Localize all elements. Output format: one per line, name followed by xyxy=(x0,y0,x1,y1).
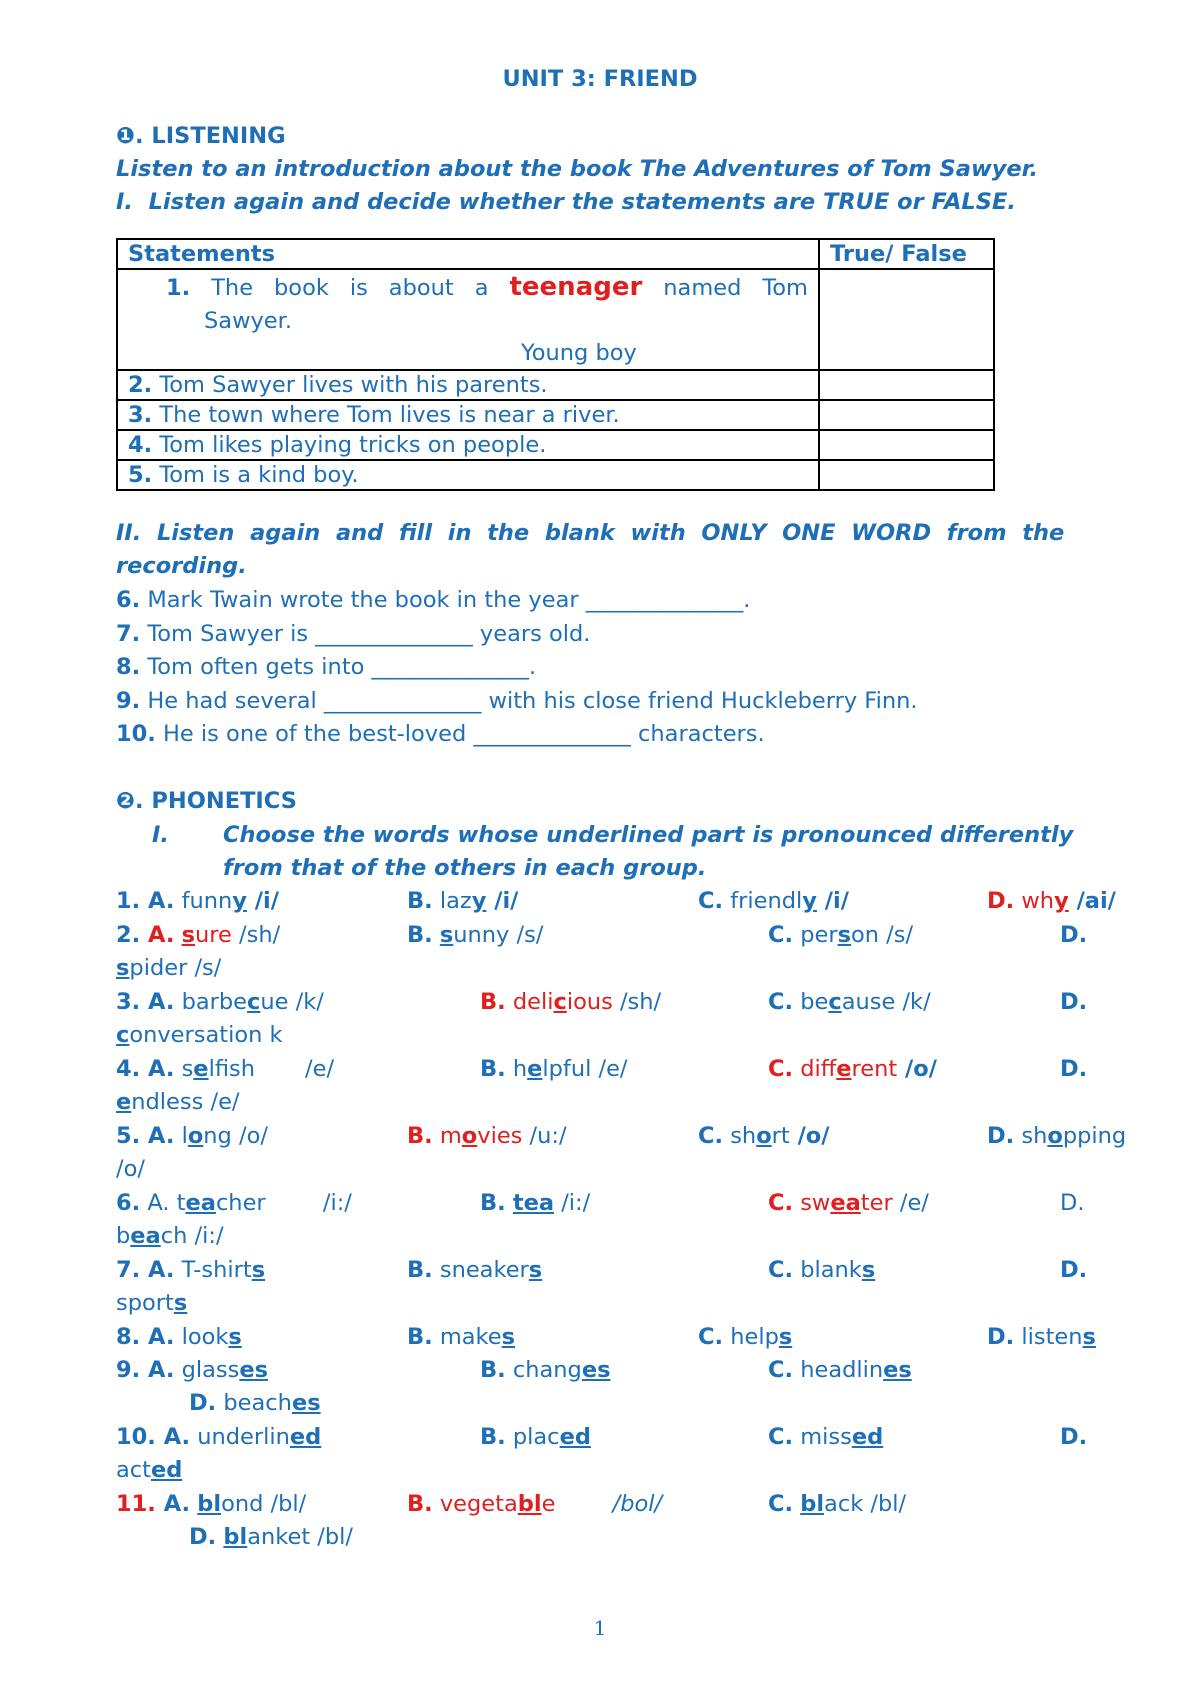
phonetics-option: B. helpful /e/ xyxy=(480,1056,628,1082)
phonetics-option: D. beaches xyxy=(189,1390,321,1416)
phonetics-option: D. xyxy=(1060,1190,1085,1216)
table-row xyxy=(117,400,994,430)
statement-1-highlight: teenager xyxy=(509,272,643,302)
phonetics-task-line2: from that of the others in each group. xyxy=(223,855,707,881)
statement-cell-2: 2. Tom Sawyer lives with his parents. xyxy=(117,370,819,400)
phonetics-option: C. missed xyxy=(768,1424,884,1450)
statement-1-line2: Sawyer. xyxy=(204,308,292,334)
phonetics-option: 6. A. teacher /i:/ xyxy=(116,1190,352,1216)
statement-cell-1 xyxy=(117,269,819,370)
phonetics-option: D. listens xyxy=(987,1324,1096,1350)
answer-cell-5[interactable] xyxy=(819,460,994,490)
phonetics-option: acted xyxy=(116,1457,183,1483)
phonetics-option: C. blanks xyxy=(768,1257,876,1283)
fill-item-10: 10. He is one of the best-loved ______________ characters. xyxy=(116,721,765,747)
fill-item-8: 8. Tom often gets into ______________. xyxy=(116,654,537,680)
phonetics-option: 5. A. long /o/ xyxy=(116,1123,268,1149)
page-title: UNIT 3: FRIEND xyxy=(502,66,698,92)
phonetics-option: sports xyxy=(116,1290,188,1316)
phonetics-option: D. xyxy=(1060,922,1088,948)
phonetics-option: 1. A. funny /i/ xyxy=(116,888,279,914)
phonetics-option: 3. A. barbecue /k/ xyxy=(116,989,324,1015)
phonetics-option: B. tea /i:/ xyxy=(480,1190,591,1216)
listening-task1: I. Listen again and decide whether the statements are TRUE or FALSE. xyxy=(116,189,1016,215)
phonetics-option: 7. A. T-shirts xyxy=(116,1257,266,1283)
statement-cell-3: 3. The town where Tom lives is near a river. xyxy=(117,400,819,430)
statement-1-note: Young boy xyxy=(521,340,637,366)
phonetics-task-num: I. xyxy=(152,822,169,848)
phonetics-option: C. different /o/ xyxy=(768,1056,937,1082)
fill-item-9: 9. He had several ______________ with his close friend Huckleberry Finn. xyxy=(116,688,918,714)
phonetics-option: beach /i:/ xyxy=(116,1223,224,1249)
phonetics-option: /o/ xyxy=(116,1156,145,1182)
phonetics-option: C. because /k/ xyxy=(768,989,931,1015)
phonetics-option: D. why /ai/ xyxy=(987,888,1116,914)
phonetics-option: 9. A. glasses xyxy=(116,1357,268,1383)
answer-cell-1[interactable] xyxy=(819,269,994,370)
listening-heading: ❶. LISTENING xyxy=(116,123,286,149)
table-row xyxy=(117,269,994,370)
statements-table xyxy=(116,238,995,491)
phonetics-option: D. xyxy=(1060,1257,1088,1283)
phonetics-option: C. person /s/ xyxy=(768,922,914,948)
phonetics-option: B. sunny /s/ xyxy=(407,922,544,948)
answer-cell-4[interactable] xyxy=(819,430,994,460)
phonetics-option: C. headlines xyxy=(768,1357,912,1383)
answer-cell-2[interactable] xyxy=(819,370,994,400)
phonetics-option: C. black /bl/ xyxy=(768,1491,907,1517)
table-row xyxy=(117,460,994,490)
answer-cell-3[interactable] xyxy=(819,400,994,430)
phonetics-heading: ❷. PHONETICS xyxy=(116,788,297,814)
phonetics-option: 8. A. looks xyxy=(116,1324,242,1350)
phonetics-option: 2. A. sure /sh/ xyxy=(116,922,281,948)
phonetics-option: B. delicious /sh/ xyxy=(480,989,662,1015)
fill-item-7: 7. Tom Sawyer is ______________ years old. xyxy=(116,621,591,647)
phonetics-option: D. xyxy=(1060,989,1088,1015)
statement-cell-4: 4. Tom likes playing tricks on people. xyxy=(117,430,819,460)
phonetics-option: D. shopping xyxy=(987,1123,1127,1149)
phonetics-option: C. sweater /e/ xyxy=(768,1190,929,1216)
phonetics-option: B. movies /u:/ xyxy=(407,1123,567,1149)
statement-cell-5: 5. Tom is a kind boy. xyxy=(117,460,819,490)
phonetics-option: B. placed xyxy=(480,1424,591,1450)
listening-task2-cont: recording. xyxy=(116,553,247,579)
listening-task2: II. Listen again and fill in the blank with ONLY ONE WORD from the xyxy=(116,520,1065,546)
phonetics-option: conversation k xyxy=(116,1022,283,1048)
phonetics-option: B. makes xyxy=(407,1324,516,1350)
phonetics-option: D. xyxy=(1060,1424,1088,1450)
phonetics-task-line1: Choose the words whose underlined part is pronounced differently xyxy=(223,822,1074,848)
phonetics-option: 10. A. underlined xyxy=(116,1424,322,1450)
phonetics-option: B. sneakers xyxy=(407,1257,543,1283)
fill-item-6: 6. Mark Twain wrote the book in the year ______________. xyxy=(116,587,751,613)
listening-intro: Listen to an introduction about the book The Adventures of Tom Sawyer. xyxy=(116,156,1039,182)
statement-1-line1: 1. The book is about a teenager named Tom xyxy=(166,272,808,302)
phonetics-option: endless /e/ xyxy=(116,1089,240,1115)
phonetics-option: B. vegetable /bol/ xyxy=(407,1491,663,1517)
statements-header: Statements xyxy=(117,239,819,269)
table-row xyxy=(117,370,994,400)
phonetics-option: spider /s/ xyxy=(116,955,222,981)
true-false-header: True/ False xyxy=(819,239,994,269)
phonetics-option: B. lazy /i/ xyxy=(407,888,519,914)
phonetics-option: D. xyxy=(1060,1056,1088,1082)
phonetics-option: 4. A. selfish /e/ xyxy=(116,1056,335,1082)
phonetics-option: 11. A. blond /bl/ xyxy=(116,1491,307,1517)
table-row xyxy=(117,430,994,460)
table-header-row xyxy=(117,239,994,269)
phonetics-option: C. short /o/ xyxy=(698,1123,830,1149)
phonetics-option: B. changes xyxy=(480,1357,611,1383)
page-number: 1 xyxy=(593,1616,607,1640)
phonetics-option: C. friendly /i/ xyxy=(698,888,849,914)
phonetics-option: D. blanket /bl/ xyxy=(189,1524,354,1550)
phonetics-option: C. helps xyxy=(698,1324,793,1350)
